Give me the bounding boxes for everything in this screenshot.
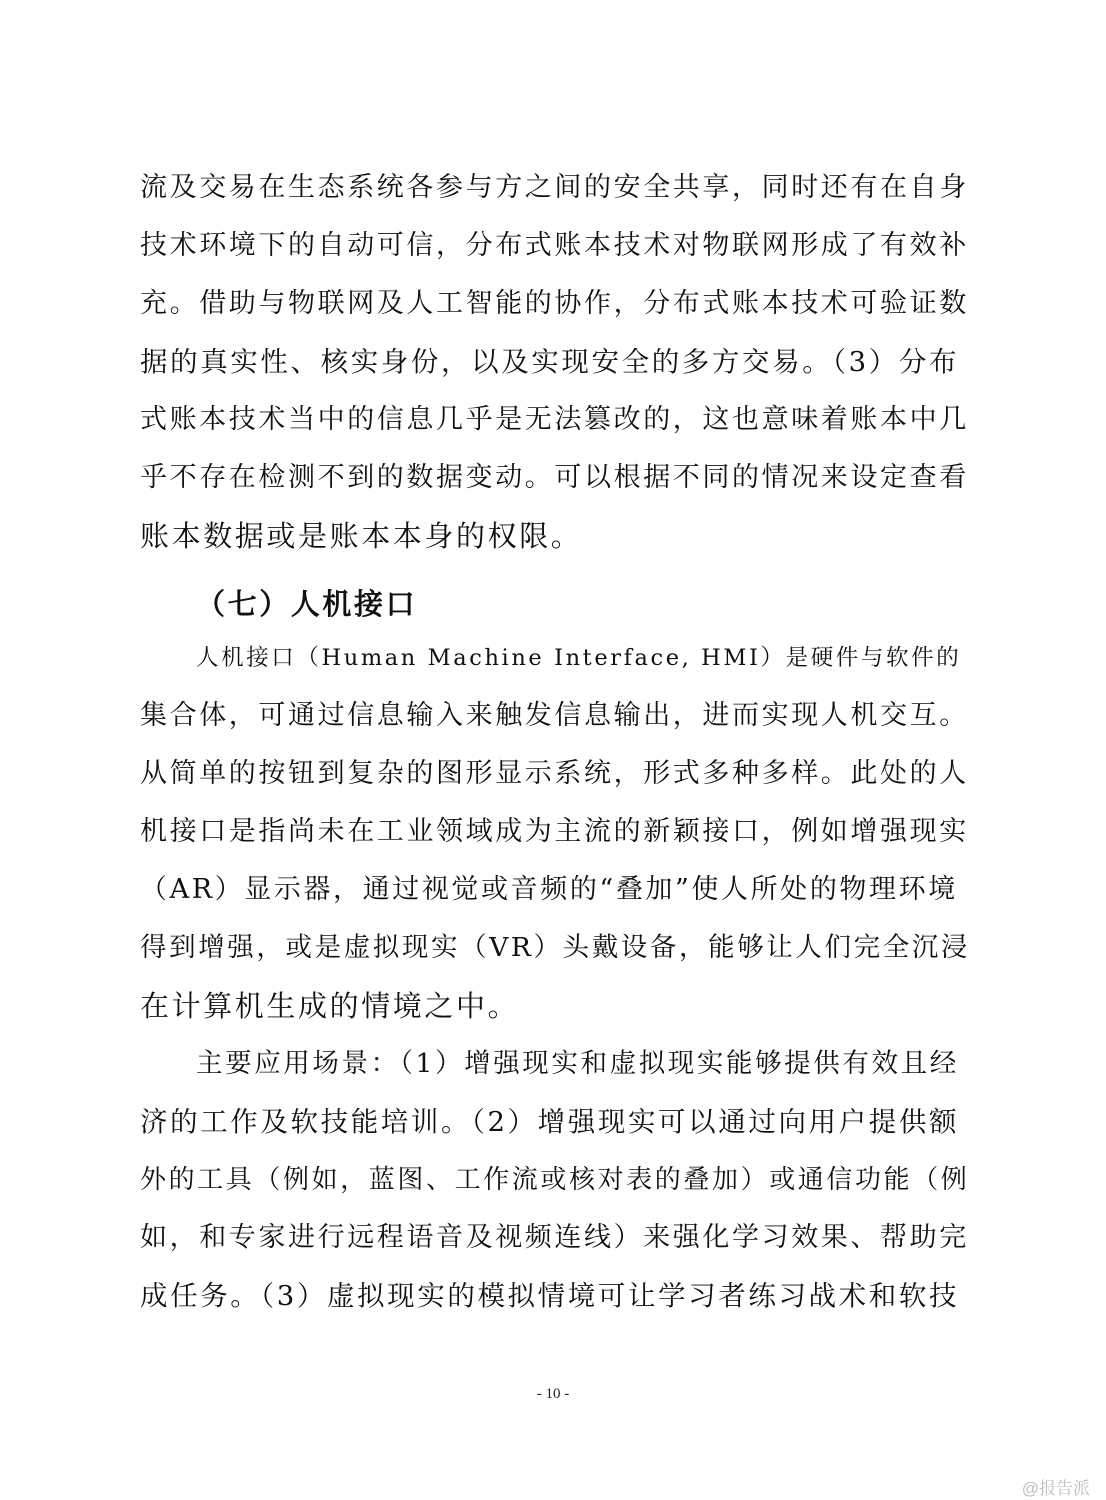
paragraph-2-line-4: 机接口是指尚未在工业领域成为主流的新颖接口，例如增强现实: [140, 816, 969, 847]
paragraph-1-line-3: 充。借助与物联网及人工智能的协作，分布式账本技术可验证数: [140, 288, 969, 319]
paragraph-1-line-1: 流及交易在生态系统各参与方之间的安全共享，同时还有在自身: [140, 172, 969, 203]
page-number: - 10 -: [536, 1386, 570, 1402]
paragraph-3-line-2: 济的工作及软技能培训。（2）增强现实可以通过向用户提供额: [140, 1106, 960, 1138]
paragraph-1-line-4: 据的真实性、核实身份，以及实现安全的多方交易。（3）分布: [140, 346, 960, 378]
section-heading: （七）人机接口: [196, 587, 418, 621]
paragraph-1-line-2: 技术环境下的自动可信，分布式账本技术对物联网形成了有效补: [140, 230, 969, 261]
paragraph-3-line-3: 外的工具（例如，蓝图、工作流或核对表的叠加）或通信功能（例: [140, 1165, 970, 1195]
paragraph-2-line-5: （AR）显示器，通过视觉或音频的“叠加”使人所处的物理环境: [140, 874, 958, 905]
paragraph-1-line-5: 式账本技术当中的信息几乎是无法篡改的，这也意味着账本中几: [140, 404, 969, 435]
paragraph-1-line-7: 账本数据或是账本本身的权限。: [140, 519, 583, 553]
watermark: @报告派: [1021, 1479, 1090, 1498]
paragraph-3-line-1: 主要应用场景：（1）增强现实和虚拟现实能够提供有效且经: [196, 1048, 959, 1079]
paragraph-3-line-4: 如，和专家进行远程语音及视频连线）来强化学习效果、帮助完: [140, 1222, 969, 1253]
paragraph-2-line-1: 人机接口（Human Machine Interface, HMI）是硬件与软件的: [196, 645, 962, 671]
paragraph-2-line-3: 从简单的按钮到复杂的图形显示系统，形式多种多样。此处的人: [140, 758, 969, 789]
paragraph-2-line-2: 集合体，可通过信息输入来触发信息输出，进而实现人机交互。: [140, 700, 969, 731]
paragraph-2-line-7: 在计算机生成的情境之中。: [140, 989, 520, 1023]
paragraph-2-line-6: 得到增强，或是虚拟现实（VR）头戴设备，能够让人们完全沉浸: [140, 932, 970, 963]
paragraph-1-line-6: 乎不存在检测不到的数据变动。可以根据不同的情况来设定查看: [140, 462, 969, 493]
paragraph-3-line-5: 成任务。（3）虚拟现实的模拟情境可让学习者练习战术和软技: [140, 1280, 960, 1312]
